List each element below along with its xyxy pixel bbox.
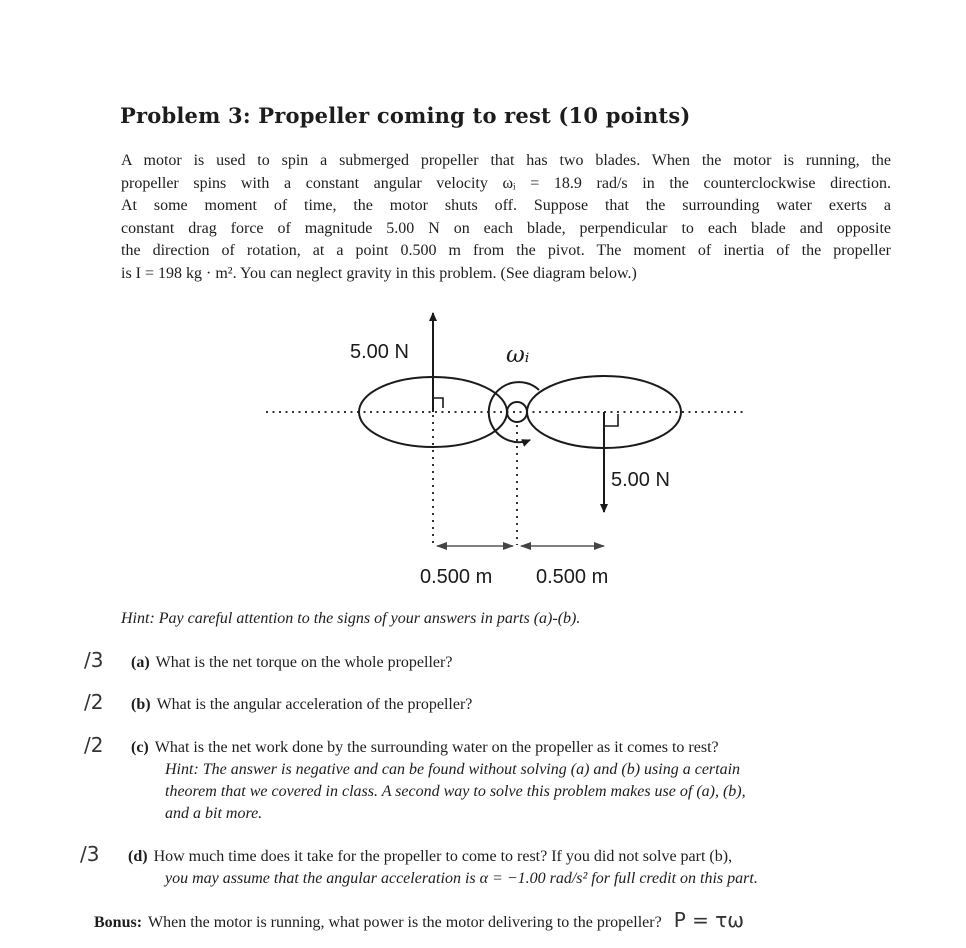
bonus-label: Bonus: bbox=[94, 914, 143, 931]
bonus-text: When the motor is running, what power is the motor delivering to the propeller? bbox=[148, 914, 662, 931]
right-right-angle bbox=[604, 414, 618, 426]
problem-title: Problem 3: Propeller coming to rest (10 points) bbox=[120, 103, 691, 128]
statement-line: A motor is used to spin a submerged propeller that has two blades. When the motor is running, the bbox=[121, 152, 891, 169]
part-label: (a) bbox=[131, 654, 150, 671]
part-label: (c) bbox=[131, 739, 149, 756]
statement-line: the direction of rotation, at a point 0.500 m from the pivot. The moment of inertia of the propeller bbox=[121, 242, 891, 260]
part-c bbox=[131, 737, 891, 825]
part-text: What is the net torque on the whole propeller? bbox=[155, 654, 453, 671]
left-right-angle bbox=[433, 398, 443, 408]
score-c: /2 bbox=[84, 733, 104, 757]
dist-right-label: 0.500 m bbox=[536, 566, 609, 588]
part-label: (d) bbox=[128, 848, 148, 865]
score-a: /3 bbox=[84, 648, 104, 672]
part-hint-line: and a bit more. bbox=[165, 805, 263, 822]
propeller-diagram bbox=[0, 300, 966, 600]
part-label: (b) bbox=[131, 696, 151, 713]
score-d: /3 bbox=[80, 842, 100, 866]
part-d bbox=[128, 846, 888, 890]
part-hint-line: Hint: The answer is negative and can be found without solving (a) and (b) using a certain bbox=[165, 761, 741, 778]
omega-label: ωᵢ bbox=[506, 342, 530, 368]
part-text: How much time does it take for the propeller to come to rest? If you did not solve part (b), bbox=[153, 848, 733, 865]
pivot bbox=[507, 402, 527, 422]
statement-line: constant drag force of magnitude 5.00 N on each blade, perpendicular to each blade and opposite bbox=[121, 219, 891, 237]
part-extra-line: you may assume that the angular acceleration is α = −1.00 rad/s² for full credit on this part. bbox=[165, 870, 758, 887]
part-hint-line: theorem that we covered in class. A second way to solve this problem makes use of (a), (b), bbox=[165, 783, 746, 800]
part-text: What is the net work done by the surrounding water on the propeller as it comes to rest? bbox=[154, 739, 719, 756]
part-text: What is the angular acceleration of the propeller? bbox=[156, 696, 473, 713]
statement-line: At some moment of time, the motor shuts off. Suppose that the surrounding water exerts a bbox=[121, 197, 891, 215]
part-b bbox=[131, 694, 891, 716]
statement-line: propeller spins with a constant angular velocity ωᵢ = 18.9 rad/s in the counterclockwise direction. bbox=[121, 174, 891, 192]
right-force-label: 5.00 N bbox=[611, 469, 670, 491]
bonus-handwritten-answer: P = τω bbox=[673, 908, 745, 932]
score-b: /2 bbox=[84, 690, 104, 714]
statement-line: is I = 198 kg · m². You can neglect gravity in this problem. (See diagram below.) bbox=[121, 264, 637, 282]
left-force-label: 5.00 N bbox=[350, 341, 409, 363]
bonus-question bbox=[94, 908, 924, 932]
problem-statement bbox=[121, 150, 891, 286]
hint-text: Hint: Pay careful attention to the signs of your answers in parts (a)-(b). bbox=[121, 610, 581, 627]
dist-left-label: 0.500 m bbox=[420, 566, 493, 588]
part-a bbox=[131, 652, 891, 674]
